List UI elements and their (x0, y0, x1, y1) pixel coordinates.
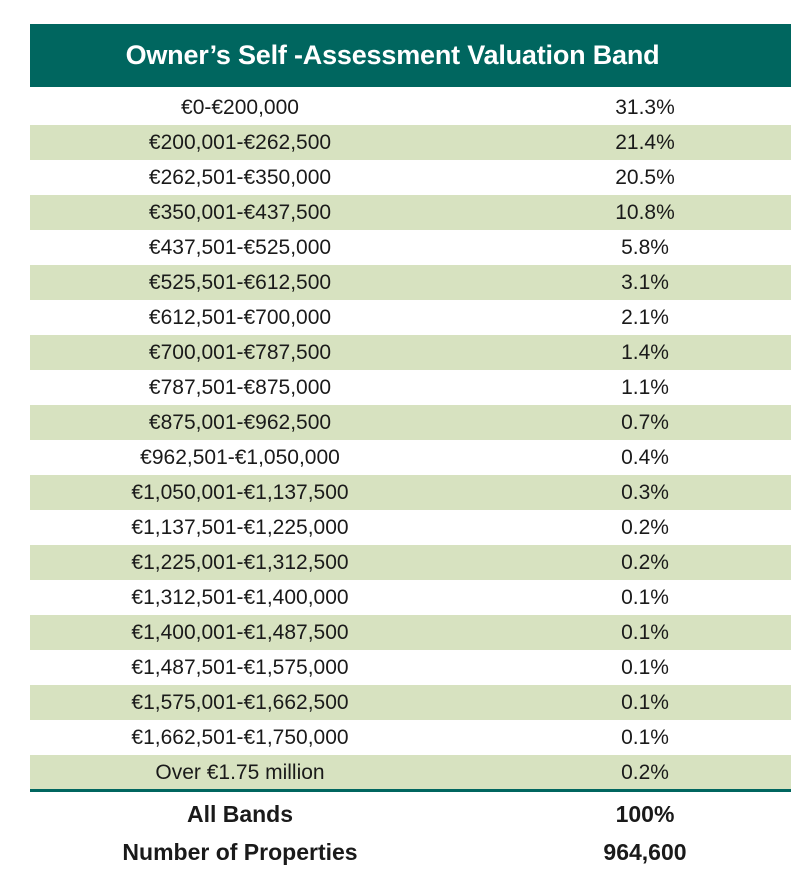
cell-share-percentage: 0.4% (621, 446, 669, 469)
table-row (30, 755, 791, 790)
cell-valuation-band: €1,225,001-€1,312,500 (131, 551, 349, 574)
cell-valuation-band: €787,501-€875,000 (148, 376, 332, 399)
table-row (30, 440, 791, 475)
cell-share-percentage: 0.1% (621, 656, 669, 679)
table-footer (30, 795, 791, 871)
footer-divider-rule (30, 789, 791, 792)
table-body (30, 90, 791, 790)
table-row (30, 90, 791, 125)
cell-valuation-band: €1,662,501-€1,750,000 (131, 726, 349, 749)
cell-share-percentage: 0.2% (621, 516, 669, 539)
table-row (30, 720, 791, 755)
footer-value: 964,600 (603, 839, 687, 865)
table-row (30, 265, 791, 300)
cell-valuation-band: €1,137,501-€1,225,000 (131, 516, 349, 539)
cell-valuation-band: €1,487,501-€1,575,000 (131, 656, 349, 679)
cell-share-percentage: 0.1% (621, 726, 669, 749)
cell-share-percentage: 1.4% (621, 341, 669, 364)
cell-valuation-band: €612,501-€700,000 (148, 306, 332, 329)
cell-share-percentage: 20.5% (615, 166, 675, 189)
cell-valuation-band: €525,501-€612,500 (148, 271, 332, 294)
cell-share-percentage: 0.7% (621, 411, 669, 434)
cell-valuation-band: €350,001-€437,500 (148, 201, 332, 224)
cell-share-percentage: 0.1% (621, 621, 669, 644)
table-row (30, 545, 791, 580)
table-row (30, 580, 791, 615)
cell-share-percentage: 1.1% (621, 376, 669, 399)
cell-valuation-band: €262,501-€350,000 (148, 166, 332, 189)
table-footer-row (30, 795, 791, 833)
cell-valuation-band: €437,501-€525,000 (148, 236, 332, 259)
cell-valuation-band: €0-€200,000 (181, 96, 299, 119)
cell-share-percentage: 0.3% (621, 481, 669, 504)
table-row (30, 615, 791, 650)
table-row (30, 685, 791, 720)
table-row (30, 335, 791, 370)
table-row (30, 510, 791, 545)
cell-valuation-band: €1,312,501-€1,400,000 (131, 586, 349, 609)
table-row (30, 650, 791, 685)
table-row (30, 300, 791, 335)
cell-share-percentage: 0.2% (621, 551, 669, 574)
table-row (30, 160, 791, 195)
cell-valuation-band: €1,400,001-€1,487,500 (131, 621, 349, 644)
table-row (30, 125, 791, 160)
cell-share-percentage: 3.1% (621, 271, 669, 294)
cell-valuation-band: €875,001-€962,500 (148, 411, 332, 434)
cell-share-percentage: 31.3% (615, 96, 675, 119)
cell-share-percentage: 0.2% (621, 761, 669, 784)
footer-value: 100% (615, 801, 675, 827)
cell-share-percentage: 21.4% (615, 131, 675, 154)
cell-share-percentage: 0.1% (621, 586, 669, 609)
table-row (30, 230, 791, 265)
cell-valuation-band: €1,575,001-€1,662,500 (131, 691, 349, 714)
table-row (30, 370, 791, 405)
table-row (30, 195, 791, 230)
cell-valuation-band: Over €1.75 million (155, 761, 325, 784)
footer-label: Number of Properties (122, 839, 358, 865)
table-header-title: Owner’s Self -Assessment Valuation Band (125, 40, 660, 70)
cell-share-percentage: 0.1% (621, 691, 669, 714)
footer-label: All Bands (186, 801, 294, 827)
cell-valuation-band: €700,001-€787,500 (148, 341, 332, 364)
cell-valuation-band: €1,050,001-€1,137,500 (131, 481, 349, 504)
cell-share-percentage: 10.8% (615, 201, 675, 224)
table-header-bar (30, 24, 791, 87)
cell-share-percentage: 5.8% (621, 236, 669, 259)
table-footer-row (30, 833, 791, 871)
cell-valuation-band: €962,501-€1,050,000 (140, 446, 340, 469)
table-row (30, 475, 791, 510)
cell-valuation-band: €200,001-€262,500 (148, 131, 332, 154)
cell-share-percentage: 2.1% (621, 306, 669, 329)
table-row (30, 405, 791, 440)
